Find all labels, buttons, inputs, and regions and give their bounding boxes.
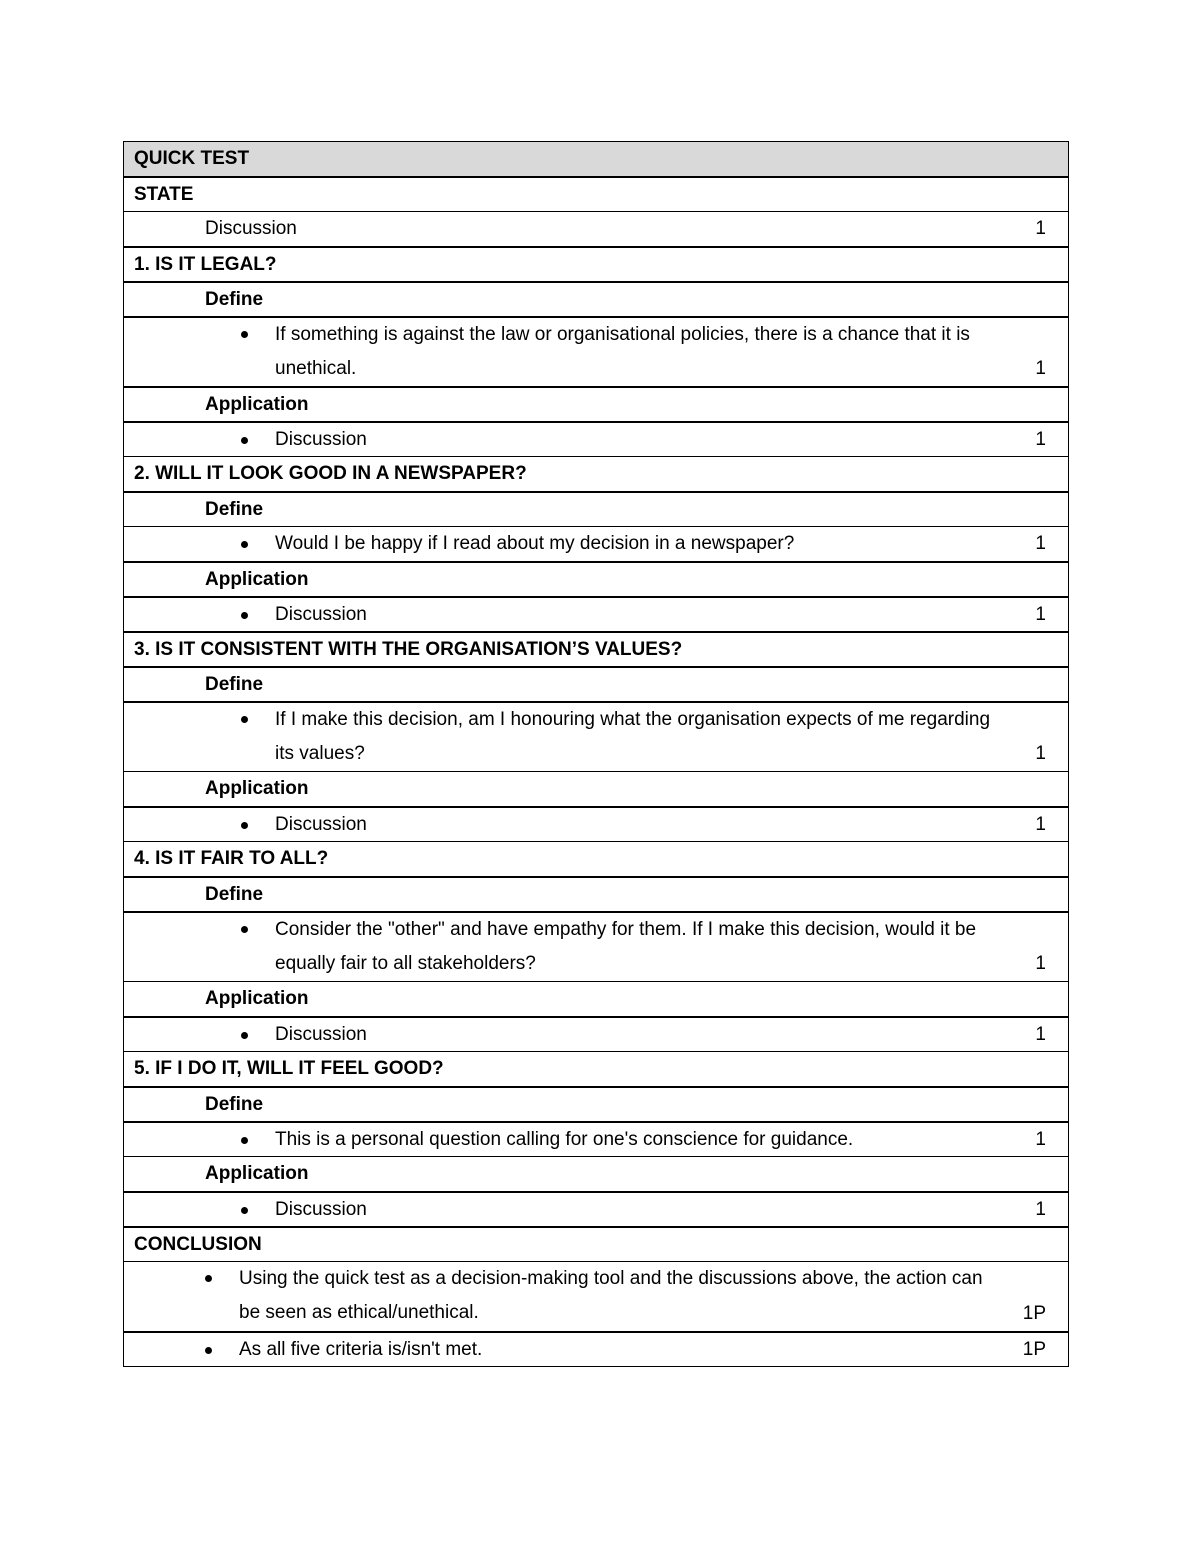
- section-heading: 1. IS IT LEGAL?: [134, 254, 277, 275]
- define-text-line-2: its values?: [275, 743, 365, 764]
- section-4-heading-row: [124, 841, 1068, 876]
- define-label: Define: [205, 289, 264, 310]
- section-heading: 5. IF I DO IT, WILL IT FEEL GOOD?: [134, 1058, 444, 1079]
- section-1-heading-row: [124, 246, 1068, 281]
- define-mark: 1: [1035, 743, 1046, 764]
- define-text-line-2: unethical.: [275, 358, 357, 379]
- conclusion-heading: CONCLUSION: [134, 1234, 262, 1255]
- section-2-application-row: [124, 561, 1068, 596]
- define-mark: 1: [1035, 1129, 1046, 1150]
- define-text-line-1: Consider the "other" and have empathy for them. If I make this decision, would it be: [275, 919, 977, 940]
- conclusion-text: [239, 1262, 1018, 1330]
- define-label: Define: [205, 884, 264, 905]
- section-1-application-item: [124, 421, 1068, 456]
- define-text: Would I be happy if I read about my decision in a newspaper?: [275, 533, 795, 554]
- section-heading: 4. IS IT FAIR TO ALL?: [134, 848, 329, 869]
- conclusion-mark: 1P: [1022, 1339, 1046, 1360]
- bullet-icon: [241, 822, 248, 829]
- state-heading-row: [124, 176, 1068, 211]
- section-heading: 2. WILL IT LOOK GOOD IN A NEWSPAPER?: [134, 463, 527, 484]
- application-text: Discussion: [275, 814, 367, 835]
- define-mark: 1: [1035, 358, 1046, 379]
- section-5-define-row: [124, 1086, 1068, 1121]
- define-text: [275, 703, 1018, 771]
- section-heading: 3. IS IT CONSISTENT WITH THE ORGANISATION’S VALUES?: [134, 639, 683, 660]
- define-label: Define: [205, 674, 264, 695]
- section-2-heading-row: [124, 456, 1068, 491]
- application-mark: 1: [1035, 429, 1046, 450]
- table-header-row: [124, 142, 1068, 176]
- section-5-define-item: [124, 1121, 1068, 1156]
- application-mark: 1: [1035, 814, 1046, 835]
- define-label: Define: [205, 499, 264, 520]
- section-5-application-item: [124, 1191, 1068, 1226]
- application-text: Discussion: [275, 604, 367, 625]
- define-text: This is a personal question calling for one's conscience for guidance.: [275, 1129, 854, 1150]
- application-label: Application: [205, 778, 309, 799]
- conclusion-text: As all five criteria is/isn't met.: [239, 1339, 483, 1360]
- state-heading: STATE: [134, 184, 194, 205]
- define-label: Define: [205, 1094, 264, 1115]
- conclusion-mark: 1P: [1022, 1303, 1046, 1324]
- section-4-define-item: [124, 911, 1068, 981]
- bullet-icon: [241, 1207, 248, 1214]
- application-label: Application: [205, 569, 309, 590]
- section-3-heading-row: [124, 631, 1068, 666]
- section-3-application-row: [124, 771, 1068, 806]
- application-label: Application: [205, 1163, 309, 1184]
- conclusion-item-1: [124, 1261, 1068, 1331]
- section-1-define-row: [124, 281, 1068, 316]
- section-3-application-item: [124, 806, 1068, 841]
- conclusion-item-2: [124, 1331, 1068, 1366]
- section-2-define-item: [124, 526, 1068, 561]
- bullet-icon: [241, 1032, 248, 1039]
- application-label: Application: [205, 988, 309, 1009]
- section-2-application-item: [124, 596, 1068, 631]
- bullet-icon: [241, 926, 248, 933]
- state-item-mark: 1: [1035, 218, 1046, 239]
- table-title: QUICK TEST: [134, 148, 250, 169]
- conclusion-text-line-2: be seen as ethical/unethical.: [239, 1302, 479, 1323]
- section-4-define-row: [124, 876, 1068, 911]
- define-text-line-1: If I make this decision, am I honouring what the organisation expects of me regarding: [275, 709, 991, 730]
- application-mark: 1: [1035, 1024, 1046, 1045]
- section-3-define-row: [124, 666, 1068, 701]
- state-item-row: [124, 211, 1068, 246]
- application-mark: 1: [1035, 1199, 1046, 1220]
- section-1-application-row: [124, 386, 1068, 421]
- state-item-text: Discussion: [205, 218, 297, 239]
- bullet-icon: [241, 612, 248, 619]
- bullet-icon: [241, 437, 248, 444]
- application-text: Discussion: [275, 429, 367, 450]
- define-mark: 1: [1035, 533, 1046, 554]
- bullet-icon: [241, 716, 248, 723]
- application-mark: 1: [1035, 604, 1046, 625]
- define-mark: 1: [1035, 953, 1046, 974]
- define-text-line-2: equally fair to all stakeholders?: [275, 953, 536, 974]
- conclusion-text-line-1: Using the quick test as a decision-making tool and the discussions above, the action can: [239, 1268, 983, 1289]
- bullet-icon: [205, 1347, 212, 1354]
- application-label: Application: [205, 394, 309, 415]
- section-4-application-item: [124, 1016, 1068, 1051]
- bullet-icon: [205, 1275, 212, 1282]
- section-3-define-item: [124, 701, 1068, 771]
- define-text: [275, 318, 1018, 386]
- section-1-define-item: [124, 316, 1068, 386]
- quick-test-table: [123, 141, 1069, 1367]
- bullet-icon: [241, 331, 248, 338]
- application-text: Discussion: [275, 1199, 367, 1220]
- section-5-application-row: [124, 1156, 1068, 1191]
- define-text-line-1: If something is against the law or organisational policies, there is a chance that it is: [275, 324, 970, 345]
- section-4-application-row: [124, 981, 1068, 1016]
- conclusion-heading-row: [124, 1226, 1068, 1261]
- bullet-icon: [241, 1137, 248, 1144]
- section-5-heading-row: [124, 1051, 1068, 1086]
- application-text: Discussion: [275, 1024, 367, 1045]
- section-2-define-row: [124, 491, 1068, 526]
- define-text: [275, 913, 1018, 981]
- bullet-icon: [241, 541, 248, 548]
